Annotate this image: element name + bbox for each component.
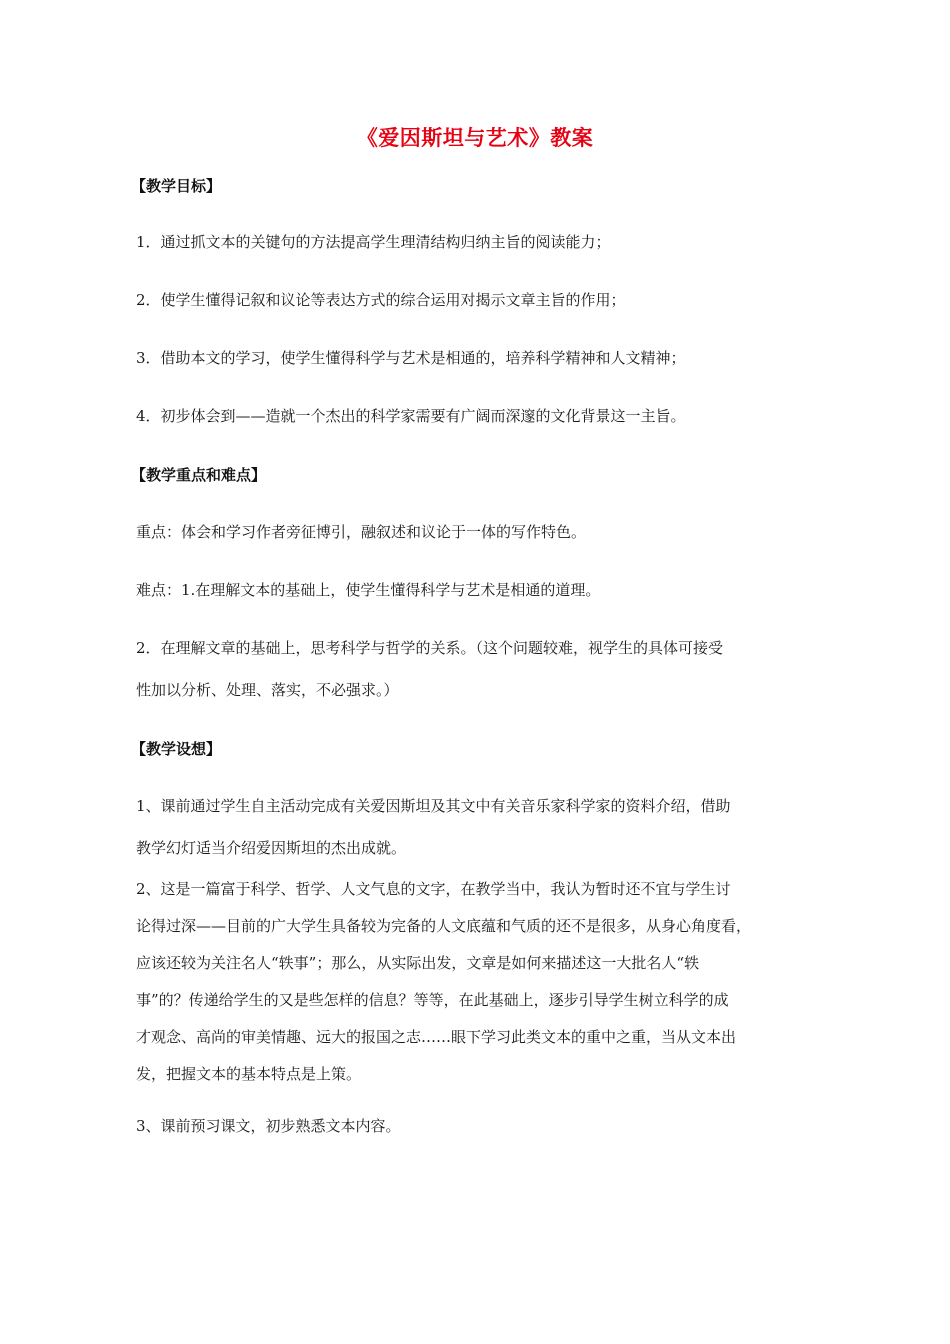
design-item-2-line: 2、这是一篇富于科学、哲学、人文气息的文字，在教学当中，我认为暂时还不宜与学生讨: [136, 880, 731, 898]
objective-item-4: 4．初步体会到——造就一个杰出的科学家需要有广阔而深邃的文化背景这一主旨。: [136, 407, 686, 425]
design-item-2-line: 论得过深——目前的广大学生具备较为完备的人文底蕴和气质的还不是很多，从身心角度看，: [136, 917, 752, 935]
design-item-1-line-1: 1、课前通过学生自主活动完成有关爱因斯坦及其文中有关音乐家科学家的资料介绍，借助: [136, 797, 731, 815]
focus-text: 重点：体会和学习作者旁征博引，融叙述和议论于一体的写作特色。: [136, 523, 587, 541]
objective-item-1: 1．通过抓文本的关键句的方法提高学生理清结构归纳主旨的阅读能力；: [136, 233, 611, 251]
section-heading-design: 【教学设想】: [131, 740, 222, 758]
difficulty-text-1: 难点：1.在理解文本的基础上，使学生懂得科学与艺术是相通的道理。: [136, 581, 601, 599]
design-item-1-line-2: 教学幻灯适当介绍爱因斯坦的杰出成就。: [136, 839, 407, 857]
design-item-2-line: 事”的？传递给学生的又是些怎样的信息？等等，在此基础上，逐步引导学生树立科学的成: [136, 991, 729, 1009]
design-item-3: 3、课前预习课文，初步熟悉文本内容。: [136, 1117, 401, 1135]
design-item-2-line: 才观念、高尚的审美情趣、远大的报国之志……眼下学习此类文本的重中之重，当从文本出: [136, 1028, 737, 1046]
difficulty-text-2-line-2: 性加以分析、处理、落实，不必强求。）: [136, 681, 399, 699]
objective-item-2: 2．使学生懂得记叙和议论等表达方式的综合运用对揭示文章主旨的作用；: [136, 291, 626, 309]
difficulty-text-2-line-1: 2．在理解文章的基础上，思考科学与哲学的关系。（这个问题较难，视学生的具体可接受: [136, 639, 724, 657]
objective-item-3: 3．借助本文的学习，使学生懂得科学与艺术是相通的，培养科学精神和人文精神；: [136, 349, 686, 367]
document-title: 《爱因斯坦与艺术》教案: [356, 126, 594, 150]
section-heading-key-points: 【教学重点和难点】: [131, 466, 267, 484]
design-item-2: [136, 871, 826, 1093]
section-heading-objectives: 【教学目标】: [131, 177, 222, 195]
design-item-2-line: 发，把握文本的基本特点是上策。: [136, 1065, 362, 1083]
design-item-2-line: 应该还较为关注名人“轶事”；那么，从实际出发，文章是如何来描述这一大批名人“轶: [136, 954, 700, 972]
